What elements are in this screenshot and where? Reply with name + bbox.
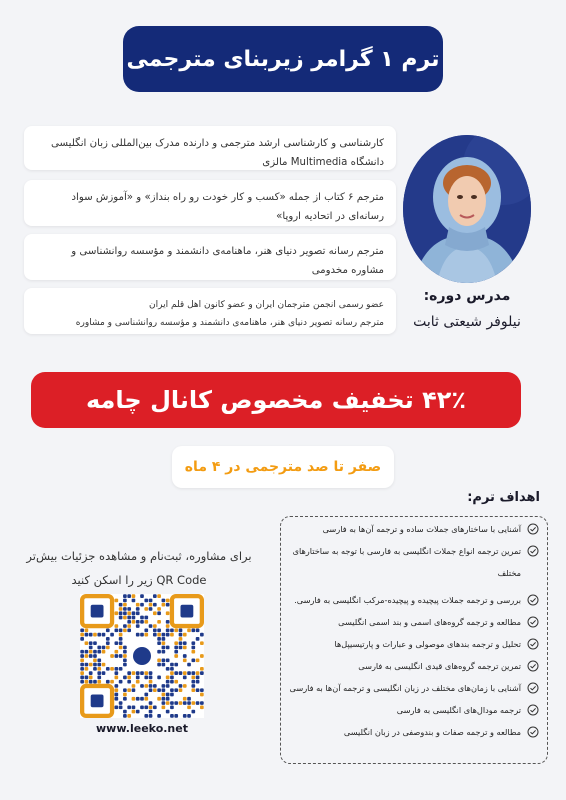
goal-item [289, 682, 539, 694]
bio-line: مترجم ۶ کتاب از جمله «کسب و کار خودت رو راه بنداز» و «آموزش سواد [71, 192, 384, 203]
course-subtitle-text: صفر تا صد مترجمی در ۴ ماه [184, 459, 382, 475]
instructor-label: مدرس دوره: [423, 288, 511, 304]
goals-heading: اهداف ترم: [467, 490, 540, 505]
page-title [123, 26, 443, 92]
goal-text: بررسی و ترجمه جملات پیچیده و پیچیده-مرکب انگلیسی به فارسی. [294, 595, 521, 605]
check-circle-icon [527, 726, 539, 738]
bio-line: رسانه‌ای در اتحادیه اروپا» [276, 211, 384, 222]
goal-item [289, 523, 539, 535]
goal-text: آشنایی با زمان‌های مختلف در زبان انگلیسی و ترجمه آن‌ها به فارسی [289, 683, 521, 693]
course-subtitle [172, 446, 394, 488]
consultation-line-1: برای مشاوره، ثبت‌نام و مشاهده جزئیات بیش‌تر [26, 549, 252, 563]
goal-item [289, 638, 539, 650]
check-circle-icon [527, 704, 539, 716]
goal-text: آشنایی با ساختارهای جملات ساده و ترجمه آن‌ها به فارسی [322, 524, 521, 534]
consultation-text [14, 544, 264, 592]
bio-card-membership [24, 288, 396, 334]
goals-list [280, 516, 548, 764]
consultation-line-2: QR Code زیر را اسکن کنید [71, 573, 207, 587]
website-link[interactable]: www.leeko.net [96, 722, 188, 735]
discount-banner [31, 372, 521, 428]
bio-card-media [24, 234, 396, 280]
instructor-name: نیلوفر شیعتی ثابت [413, 314, 521, 330]
goal-text: ترجمه مودال‌های انگلیسی به فارسی [396, 705, 521, 715]
check-circle-icon [527, 660, 539, 672]
bio-line: عضو رسمی انجمن مترجمان ایران و عضو کانون اهل قلم ایران [149, 300, 384, 310]
goal-text: مطالعه و ترجمه صفات و بندوصفی در زبان انگلیسی [343, 727, 521, 737]
page-title-text: ترم ۱ گرامر زیربنای مترجمی [126, 46, 440, 72]
bio-line: کارشناسی و کارشناسی ارشد مترجمی و دارنده مدرک بین‌المللی زبان انگلیسی [51, 138, 384, 149]
bio-line: دانشگاه Multimedia مالزی [262, 157, 384, 168]
goal-item [289, 594, 539, 606]
check-circle-icon [527, 682, 539, 694]
qr-code[interactable] [80, 594, 204, 718]
bio-card-books [24, 180, 396, 226]
goal-item [289, 616, 539, 628]
goal-item [289, 726, 539, 738]
check-circle-icon [527, 545, 539, 557]
goal-item [289, 660, 539, 672]
check-circle-icon [527, 616, 539, 628]
bio-line: مترجم رسانه تصویر دنیای هنر، ماهنامه‌ی دانشمند و مؤسسه روانشناسی و [71, 246, 384, 257]
bio-line: مترجم رسانه تصویر دنیای هنر، ماهنامه‌ی دانشمند و مؤسسه روانشناسی و مشاوره [75, 318, 384, 328]
goal-item [289, 545, 539, 584]
check-circle-icon [527, 523, 539, 535]
goal-text: تمرین ترجمه انواع جملات انگلیسی به فارسی با توجه به ساختارهای مختلف [292, 546, 521, 578]
goal-text: مطالعه و ترجمه گروه‌های اسمی و بند اسمی انگلیسی [338, 617, 521, 627]
discount-text: ۴۲٪ تخفیف مخصوص کانال چامه [86, 386, 467, 414]
check-circle-icon [527, 638, 539, 650]
goal-text: تحلیل و ترجمه بندهای موصولی و عبارات و پارتیسیپل‌ها [334, 639, 521, 649]
instructor-photo [403, 135, 531, 283]
check-circle-icon [527, 594, 539, 606]
bio-card-education [24, 126, 396, 170]
bio-line: مشاوره مخدومی [311, 265, 384, 276]
goal-item [289, 704, 539, 716]
goal-text: تمرین ترجمه گروه‌های قیدی انگلیسی به فارسی [358, 661, 521, 671]
qr-code-image [80, 594, 204, 718]
